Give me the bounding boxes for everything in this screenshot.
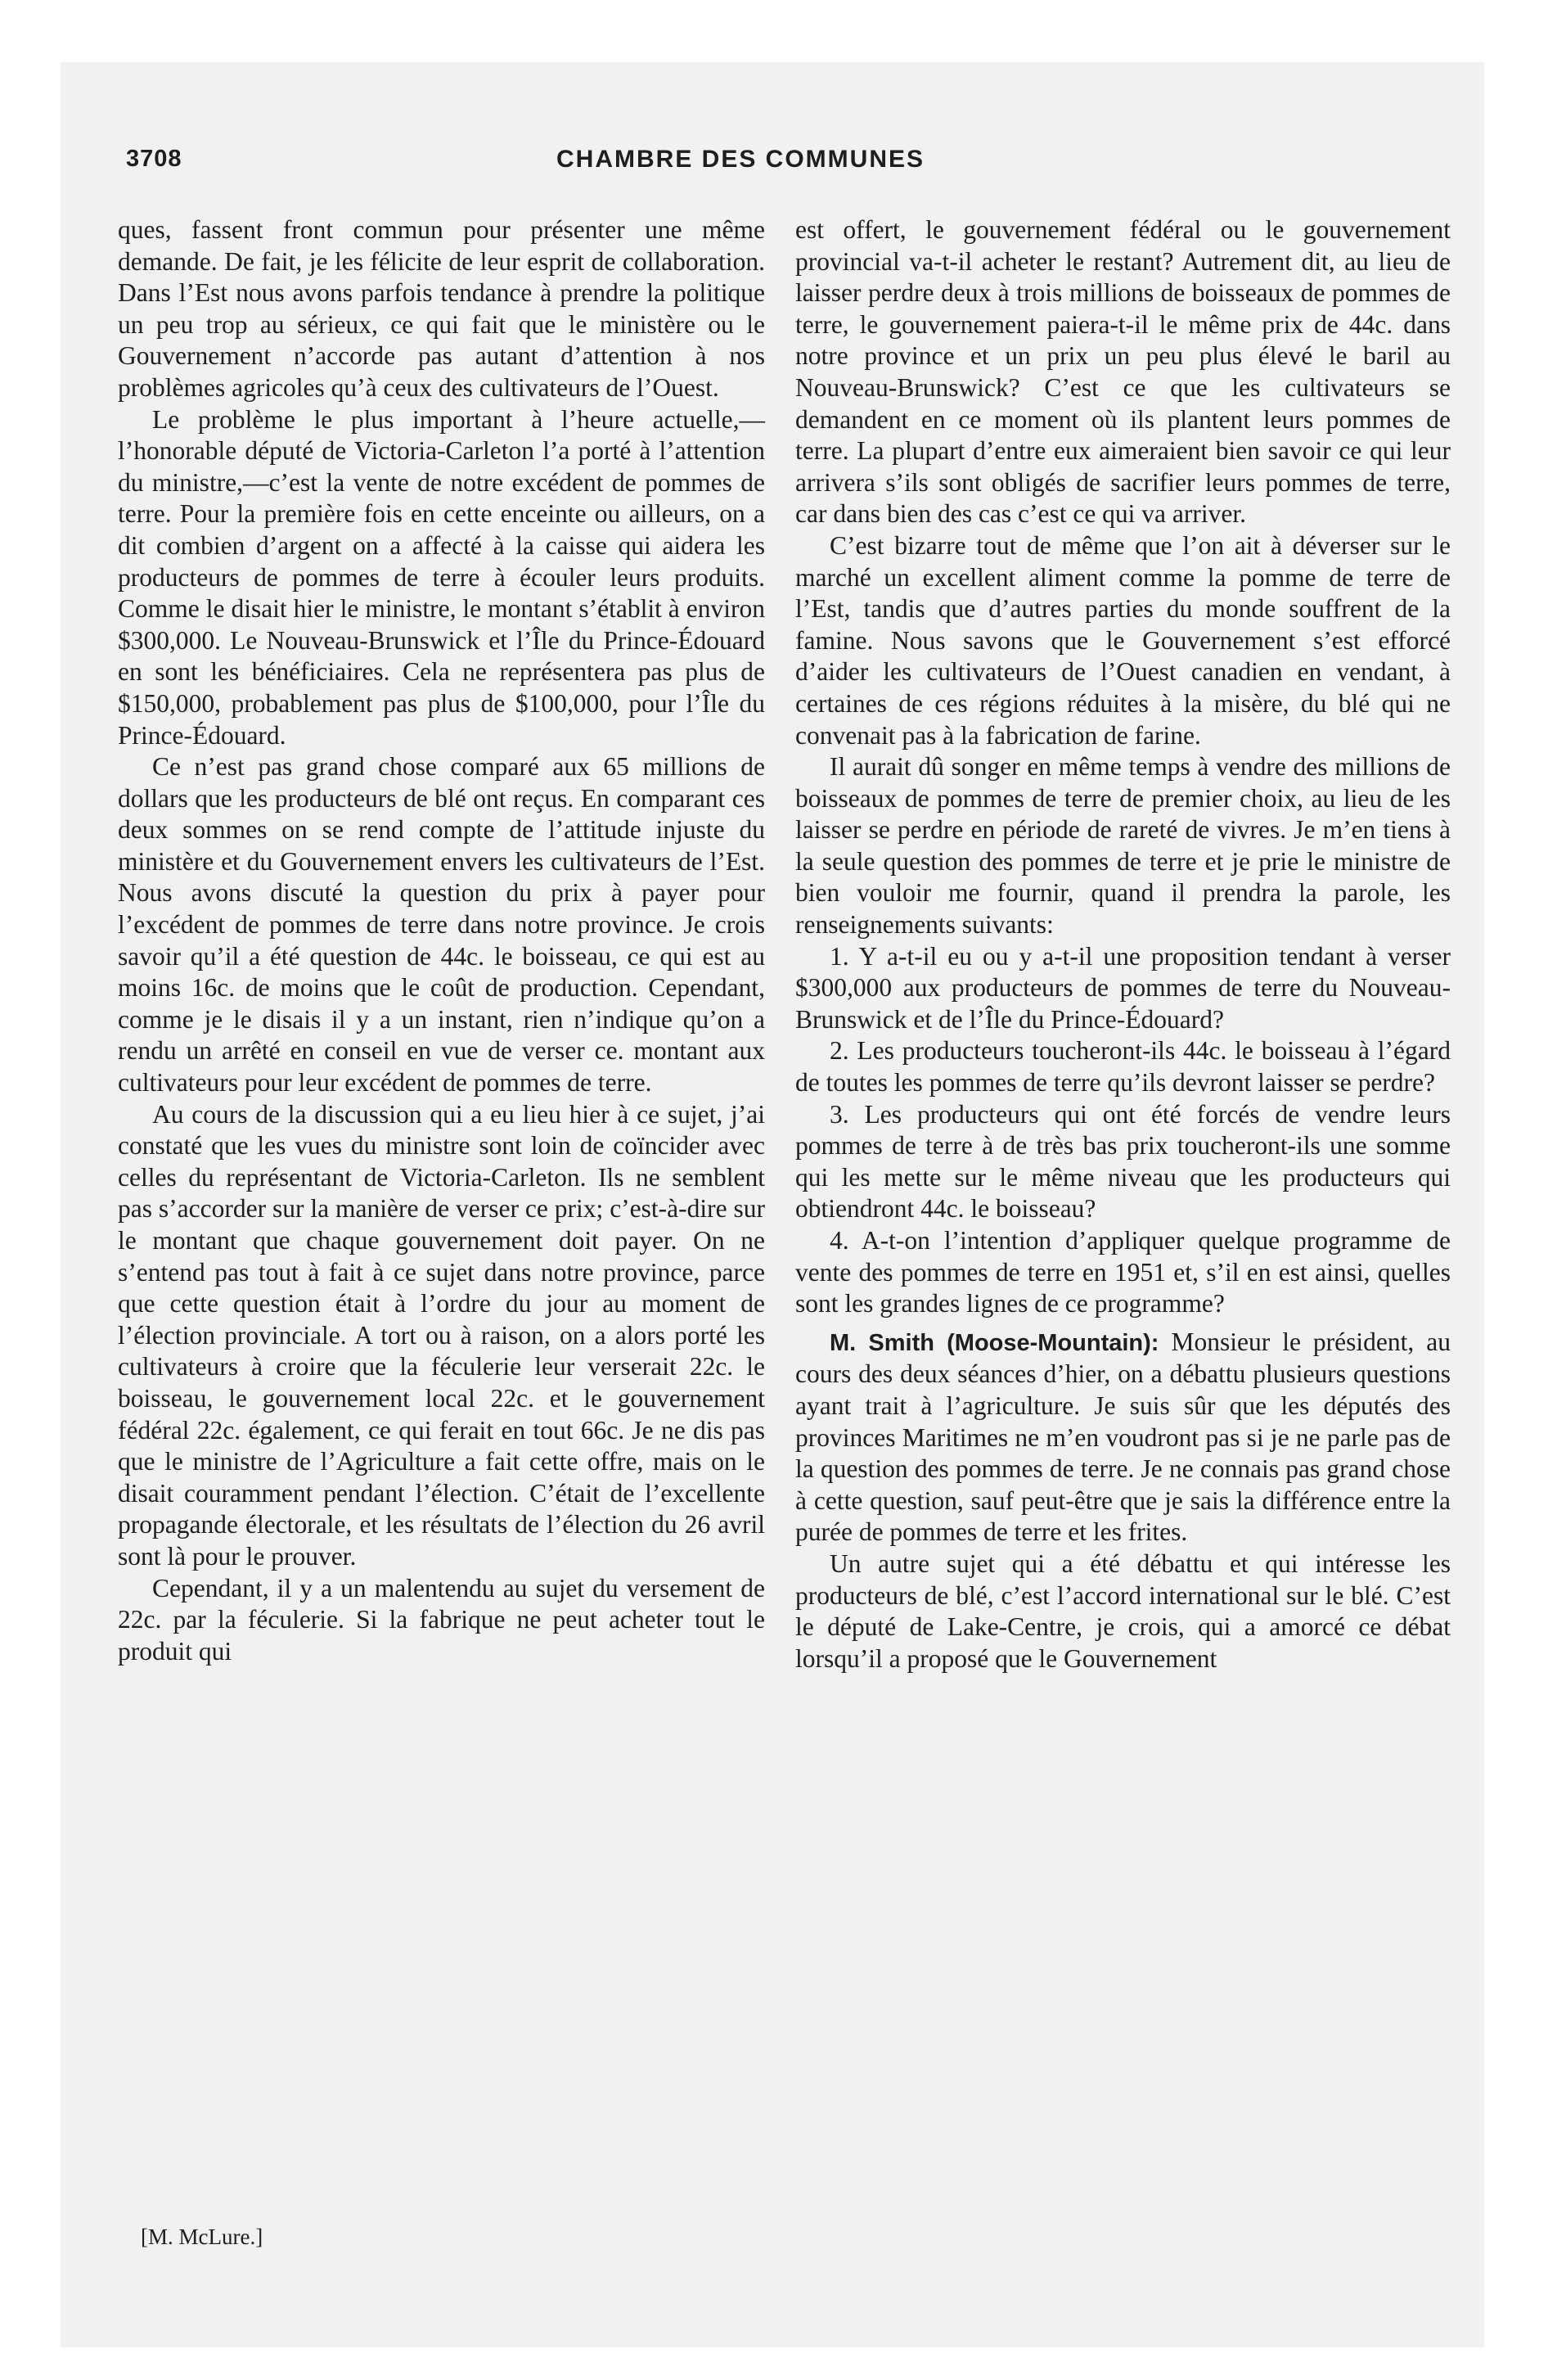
question-3: 3. Les producteurs qui ont été forcés de vendre leurs pommes de terre à de très bas prix toucheront-ils une somme qui les mette sur le même niveau que les producteurs qui obtiendront 44c. le boisseau? bbox=[795, 1099, 1451, 1224]
page-number: 3708 bbox=[126, 146, 182, 172]
question-2: 2. Les producteurs toucheront-ils 44c. le boisseau à l’égard de toutes les pommes de terre qu’ils devront laisser se perdre? bbox=[795, 1036, 1451, 1098]
left-paragraph-4: Au cours de la discussion qui a eu lieu hier à ce sujet, j’ai constaté que les vues du ministre sont loin de coïncider avec celles du représentant de Victoria-Carleton. Ils ne semblent pas s’accorder sur la manière de verser ce prix; c’est-à-dire sur le montant que chaque gouvernement doit payer. On ne s’entend pas tout à fait à ce sujet dans notre province, parce que cette question était à l’ordre du jour au moment de l’élection provinciale. A tort ou à raison, on a alors porté les cultivateurs à croire que la féculerie leur verserait 22c. le boisseau, le gouvernement local 22c. et le gouvernement fédéral 22c. également, ce qui ferait en tout 66c. Je ne dis pas que le ministre de l’Agriculture a fait cette offre, mais on le disait couramment pendant l’élection. C’était de l’excellente propagande électorale, et les résultats de l’élection du 26 avril sont là pour le prouver. bbox=[118, 1099, 765, 1571]
speech-text: Monsieur le président, au cours des deux séances d’hier, on a débattu plusieurs questions ayant trait à l’agriculture. Je suis sûr que les députés des provinces Maritimes ne m’en voudront pas si je ne parle pas de la question des pommes de terre. Je ne connais pas grand chose à cette question, sauf peut-être que je sais la différence entre la purée de pommes de terre et les frites. bbox=[795, 1327, 1451, 1547]
running-head: CHAMBRE DES COMMUNES bbox=[556, 146, 925, 173]
right-paragraph-2: C’est bizarre tout de même que l’on ait à déverser sur le marché un excellent aliment comme la pomme de terre de l’Est, tandis que d’autres parties du monde souffrent de la famine. Nous savons que le Gouvernement s’est efforcé d’aider les cultivateurs de l’Ouest canadien en vendant, à certaines de ces régions réduites à la misère, du blé qui ne convenait pas à la fabrication de farine. bbox=[795, 530, 1451, 750]
speaker-attribution: [M. McLure.] bbox=[141, 2224, 263, 2249]
right-paragraph-5: Un autre sujet qui a été débattu et qui intéresse les producteurs de blé, c’est l’accord international sur le blé. C’est le député de Lake-Centre, je crois, qui a amorcé ce débat lorsqu’il a proposé que le Gouvernement bbox=[795, 1548, 1451, 1673]
right-column bbox=[795, 214, 1451, 1675]
left-paragraph-3: Ce n’est pas grand chose comparé aux 65 millions de dollars que les producteurs de blé ont reçus. En comparant ces deux sommes on se rend compte de l’attitude injuste du ministère et du Gouvernement envers les cultivateurs de l’Est. Nous avons discuté la question du prix à payer pour l’excédent de pommes de terre dans notre province. Je crois savoir qu’il a été question de 44c. le boisseau, ce qui est au moins 16c. de moins que le coût de production. Cependant, comme je le disais il y a un instant, rien n’indique qu’on a rendu un arrêté en conseil en vue de verser ce. montant aux cultivateurs pour leur excédent de pommes de terre. bbox=[118, 752, 765, 1098]
question-1: 1. Y a-t-il eu ou y a-t-il une proposition tendant à verser $300,000 aux producteurs de pommes de terre du Nouveau-Brunswick et de l’Île du Prince-Édouard? bbox=[795, 941, 1451, 1034]
left-paragraph-2: Le problème le plus important à l’heure actuelle,—l’honorable député de Victoria-Carleton l’a porté à l’attention du ministre,—c’est la vente de notre excédent de pommes de terre. Pour la première fois en cette enceinte ou ailleurs, on a dit combien d’argent on a affecté à la caisse qui aidera les producteurs de pommes de terre à écouler leurs produits. Comme le disait hier le ministre, le montant s’établit à environ $300,000. Le Nouveau-Brunswick et l’Île du Prince-Édouard en sont les bénéficiaires. Cela ne représentera pas plus de $150,000, probablement pas plus de $100,000, pour l’Île du Prince-Édouard. bbox=[118, 404, 765, 750]
speech-paragraph bbox=[795, 1327, 1451, 1548]
speaker-name: M. Smith (Moose-Mountain): bbox=[830, 1329, 1159, 1356]
left-paragraph-5: Cependant, il y a un malentendu au sujet du versement de 22c. par la féculerie. Si la fabrique ne peut acheter tout le produit qui bbox=[118, 1573, 765, 1666]
left-paragraph-1: ques, fassent front commun pour présenter une même demande. De fait, je les félicite de leur esprit de collaboration. Dans l’Est nous avons parfois tendance à prendre la politique un peu trop au sérieux, ce qui fait que le ministère ou le Gouvernement n’accorde pas autant d’attention à nos problèmes agricoles qu’à ceux des cultivateurs de l’Ouest. bbox=[118, 215, 765, 402]
right-paragraph-3: Il aurait dû songer en même temps à vendre des millions de boisseaux de pommes de terre de premier choix, au lieu de les laisser se perdre en période de rareté de vivres. Je m’en tiens à la seule question des pommes de terre et je prie le ministre de bien vouloir me fournir, quand il prendra la parole, les renseignements suivants: bbox=[795, 752, 1451, 940]
right-paragraph-1: est offert, le gouvernement fédéral ou le gouvernement provincial va-t-il acheter le restant? Autrement dit, au lieu de laisser perdre deux à trois millions de boisseaux de pommes de terre, le gouvernement paiera-t-il le même prix de 44c. dans notre province et un prix un peu plus élevé le baril au Nouveau-Brunswick? C’est ce que les cultivateurs se demandent en ce moment où ils plantent leurs pommes de terre. La plupart d’entre eux aimeraient bien savoir ce qui leur arrivera s’ils sont obligés de sacrifier leurs pommes de terre, car dans bien des cas c’est ce qui va arriver. bbox=[795, 215, 1451, 529]
question-4: 4. A-t-on l’intention d’appliquer quelque programme de vente des pommes de terre en 1951 et, s’il en est ainsi, quelles sont les grandes lignes de ce programme? bbox=[795, 1226, 1451, 1318]
left-column bbox=[118, 214, 765, 1667]
